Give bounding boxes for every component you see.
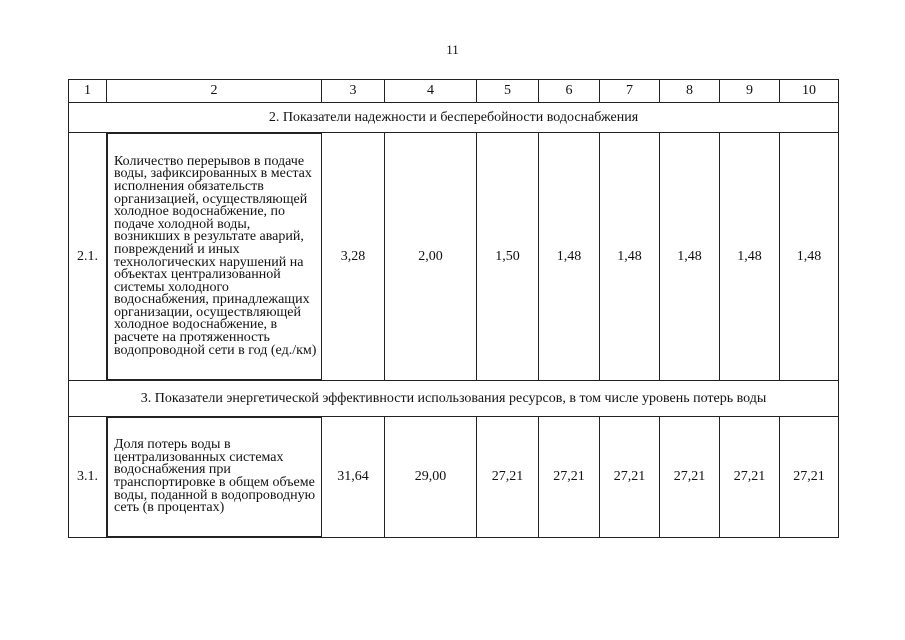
row-number: 3.1. xyxy=(69,417,107,538)
value-cell: 1,48 xyxy=(539,133,600,381)
value-cell: 31,64 xyxy=(322,417,385,538)
section-3-row xyxy=(69,381,839,417)
value-cell: 27,21 xyxy=(720,417,780,538)
column-header: 1 xyxy=(69,80,107,103)
value-cell: 1,48 xyxy=(600,133,660,381)
column-header: 8 xyxy=(660,80,720,103)
column-header: 4 xyxy=(385,80,477,103)
section-2-row xyxy=(69,103,839,133)
value-cell: 27,21 xyxy=(660,417,720,538)
table-row xyxy=(69,417,839,538)
row-description: Доля потерь воды в централизованных системах водоснабжения при транспортировке в общем объеме воды, поданной в водопроводную сеть (в процентах) xyxy=(114,437,316,516)
column-header: 7 xyxy=(600,80,660,103)
value-cell: 3,28 xyxy=(322,133,385,381)
row-description-cell xyxy=(107,133,322,381)
section-3-title: 3. Показатели энергетической эффективности использования ресурсов, в том числе уровень потерь воды xyxy=(69,381,839,417)
column-number-row xyxy=(69,80,839,103)
value-cell: 29,00 xyxy=(385,417,477,538)
value-cell: 27,21 xyxy=(477,417,539,538)
value-cell: 27,21 xyxy=(539,417,600,538)
column-header: 9 xyxy=(720,80,780,103)
row-description: Количество перерывов в подаче воды, зафиксированных в местах исполнения обязательств организацией, осуществляющей холодное водоснабжение, по подаче холодной воды, возникших в результате аварий, повреждений и иных технологических нарушений на объектах централизованной системы холодного водоснабжения, принадлежащих организации, осуществляющей холодное водоснабжение, в расчете на протяженность водопроводной сети в год (ед./км) xyxy=(114,153,317,358)
table-row xyxy=(69,133,839,381)
value-cell: 27,21 xyxy=(780,417,839,538)
row-number: 2.1. xyxy=(69,133,107,381)
column-header: 6 xyxy=(539,80,600,103)
row-description-cell xyxy=(107,417,322,538)
value-cell: 1,48 xyxy=(660,133,720,381)
page-number: 11 xyxy=(446,42,459,57)
value-cell: 1,48 xyxy=(720,133,780,381)
column-header: 2 xyxy=(107,80,322,103)
column-header: 10 xyxy=(780,80,839,103)
section-2-title: 2. Показатели надежности и бесперебойности водоснабжения xyxy=(69,103,839,133)
value-cell: 1,48 xyxy=(780,133,839,381)
indicators-table xyxy=(68,79,839,538)
value-cell: 1,50 xyxy=(477,133,539,381)
column-header: 5 xyxy=(477,80,539,103)
column-header: 3 xyxy=(322,80,385,103)
value-cell: 27,21 xyxy=(600,417,660,538)
value-cell: 2,00 xyxy=(385,133,477,381)
